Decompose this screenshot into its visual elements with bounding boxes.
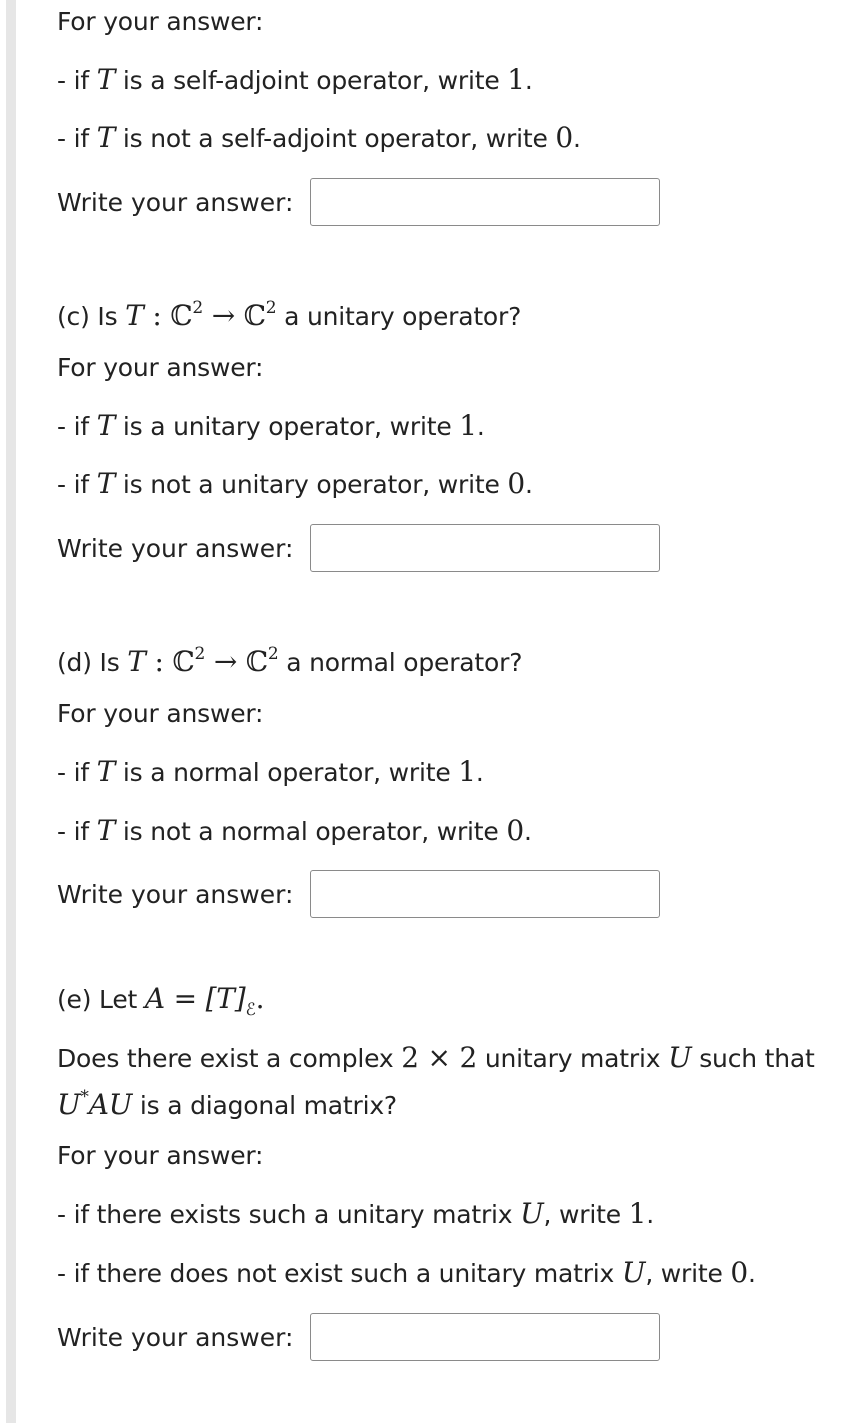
part-e-question-line-2: U*AU is a diagonal matrix? — [57, 1087, 397, 1121]
answer-input-e[interactable] — [310, 1313, 660, 1361]
part-c-answer-row — [57, 524, 667, 574]
part-c-option-1: - if T is a unitary operator, write 1. — [57, 409, 485, 442]
answer-label: Write your answer: — [57, 880, 294, 909]
answer-label: Write your answer: — [57, 534, 294, 563]
part-c-question: (c) Is T : ℂ$^2$ → ℂ$^2$ a unitary operator? — [57, 298, 522, 332]
part-e-definition: (e) Let $A = [T]_ℰ$. — [57, 982, 265, 1020]
answer-input-c[interactable] — [310, 524, 660, 572]
part-e-option-1: - if there exists such a unitary matrix U, write 1. — [57, 1197, 655, 1230]
part-e-option-2: - if there does not exist such a unitary matrix U, write 0. — [57, 1256, 756, 1289]
part-e-question-line-1: Does there exist a complex 2 × 2 unitary matrix U such that — [57, 1041, 815, 1074]
part-e-for-your-answer: For your answer: — [57, 1141, 264, 1170]
top-option-1: - if T is a self-adjoint operator, write 1. — [57, 63, 533, 96]
part-e-answer-row — [57, 1313, 667, 1363]
answer-label: Write your answer: — [57, 188, 294, 217]
top-answer-row — [57, 178, 667, 228]
top-option-2: - if T is not a self-adjoint operator, write 0. — [57, 121, 581, 154]
part-c-option-2: - if T is not a unitary operator, write 0. — [57, 467, 533, 500]
top-for-your-answer: For your answer: — [57, 7, 264, 36]
answer-label: Write your answer: — [57, 1323, 294, 1352]
left-border-bar — [6, 0, 16, 1423]
part-d-option-2: - if T is not a normal operator, write 0. — [57, 814, 532, 847]
answer-input-b[interactable] — [310, 178, 660, 226]
part-d-answer-row — [57, 870, 667, 920]
part-c-for-your-answer: For your answer: — [57, 353, 264, 382]
part-d-for-your-answer: For your answer: — [57, 699, 264, 728]
part-d-option-1: - if T is a normal operator, write 1. — [57, 755, 484, 788]
answer-input-d[interactable] — [310, 870, 660, 918]
part-d-question: (d) Is T : ℂ$^2$ → ℂ$^2$ a normal operator? — [57, 644, 523, 678]
